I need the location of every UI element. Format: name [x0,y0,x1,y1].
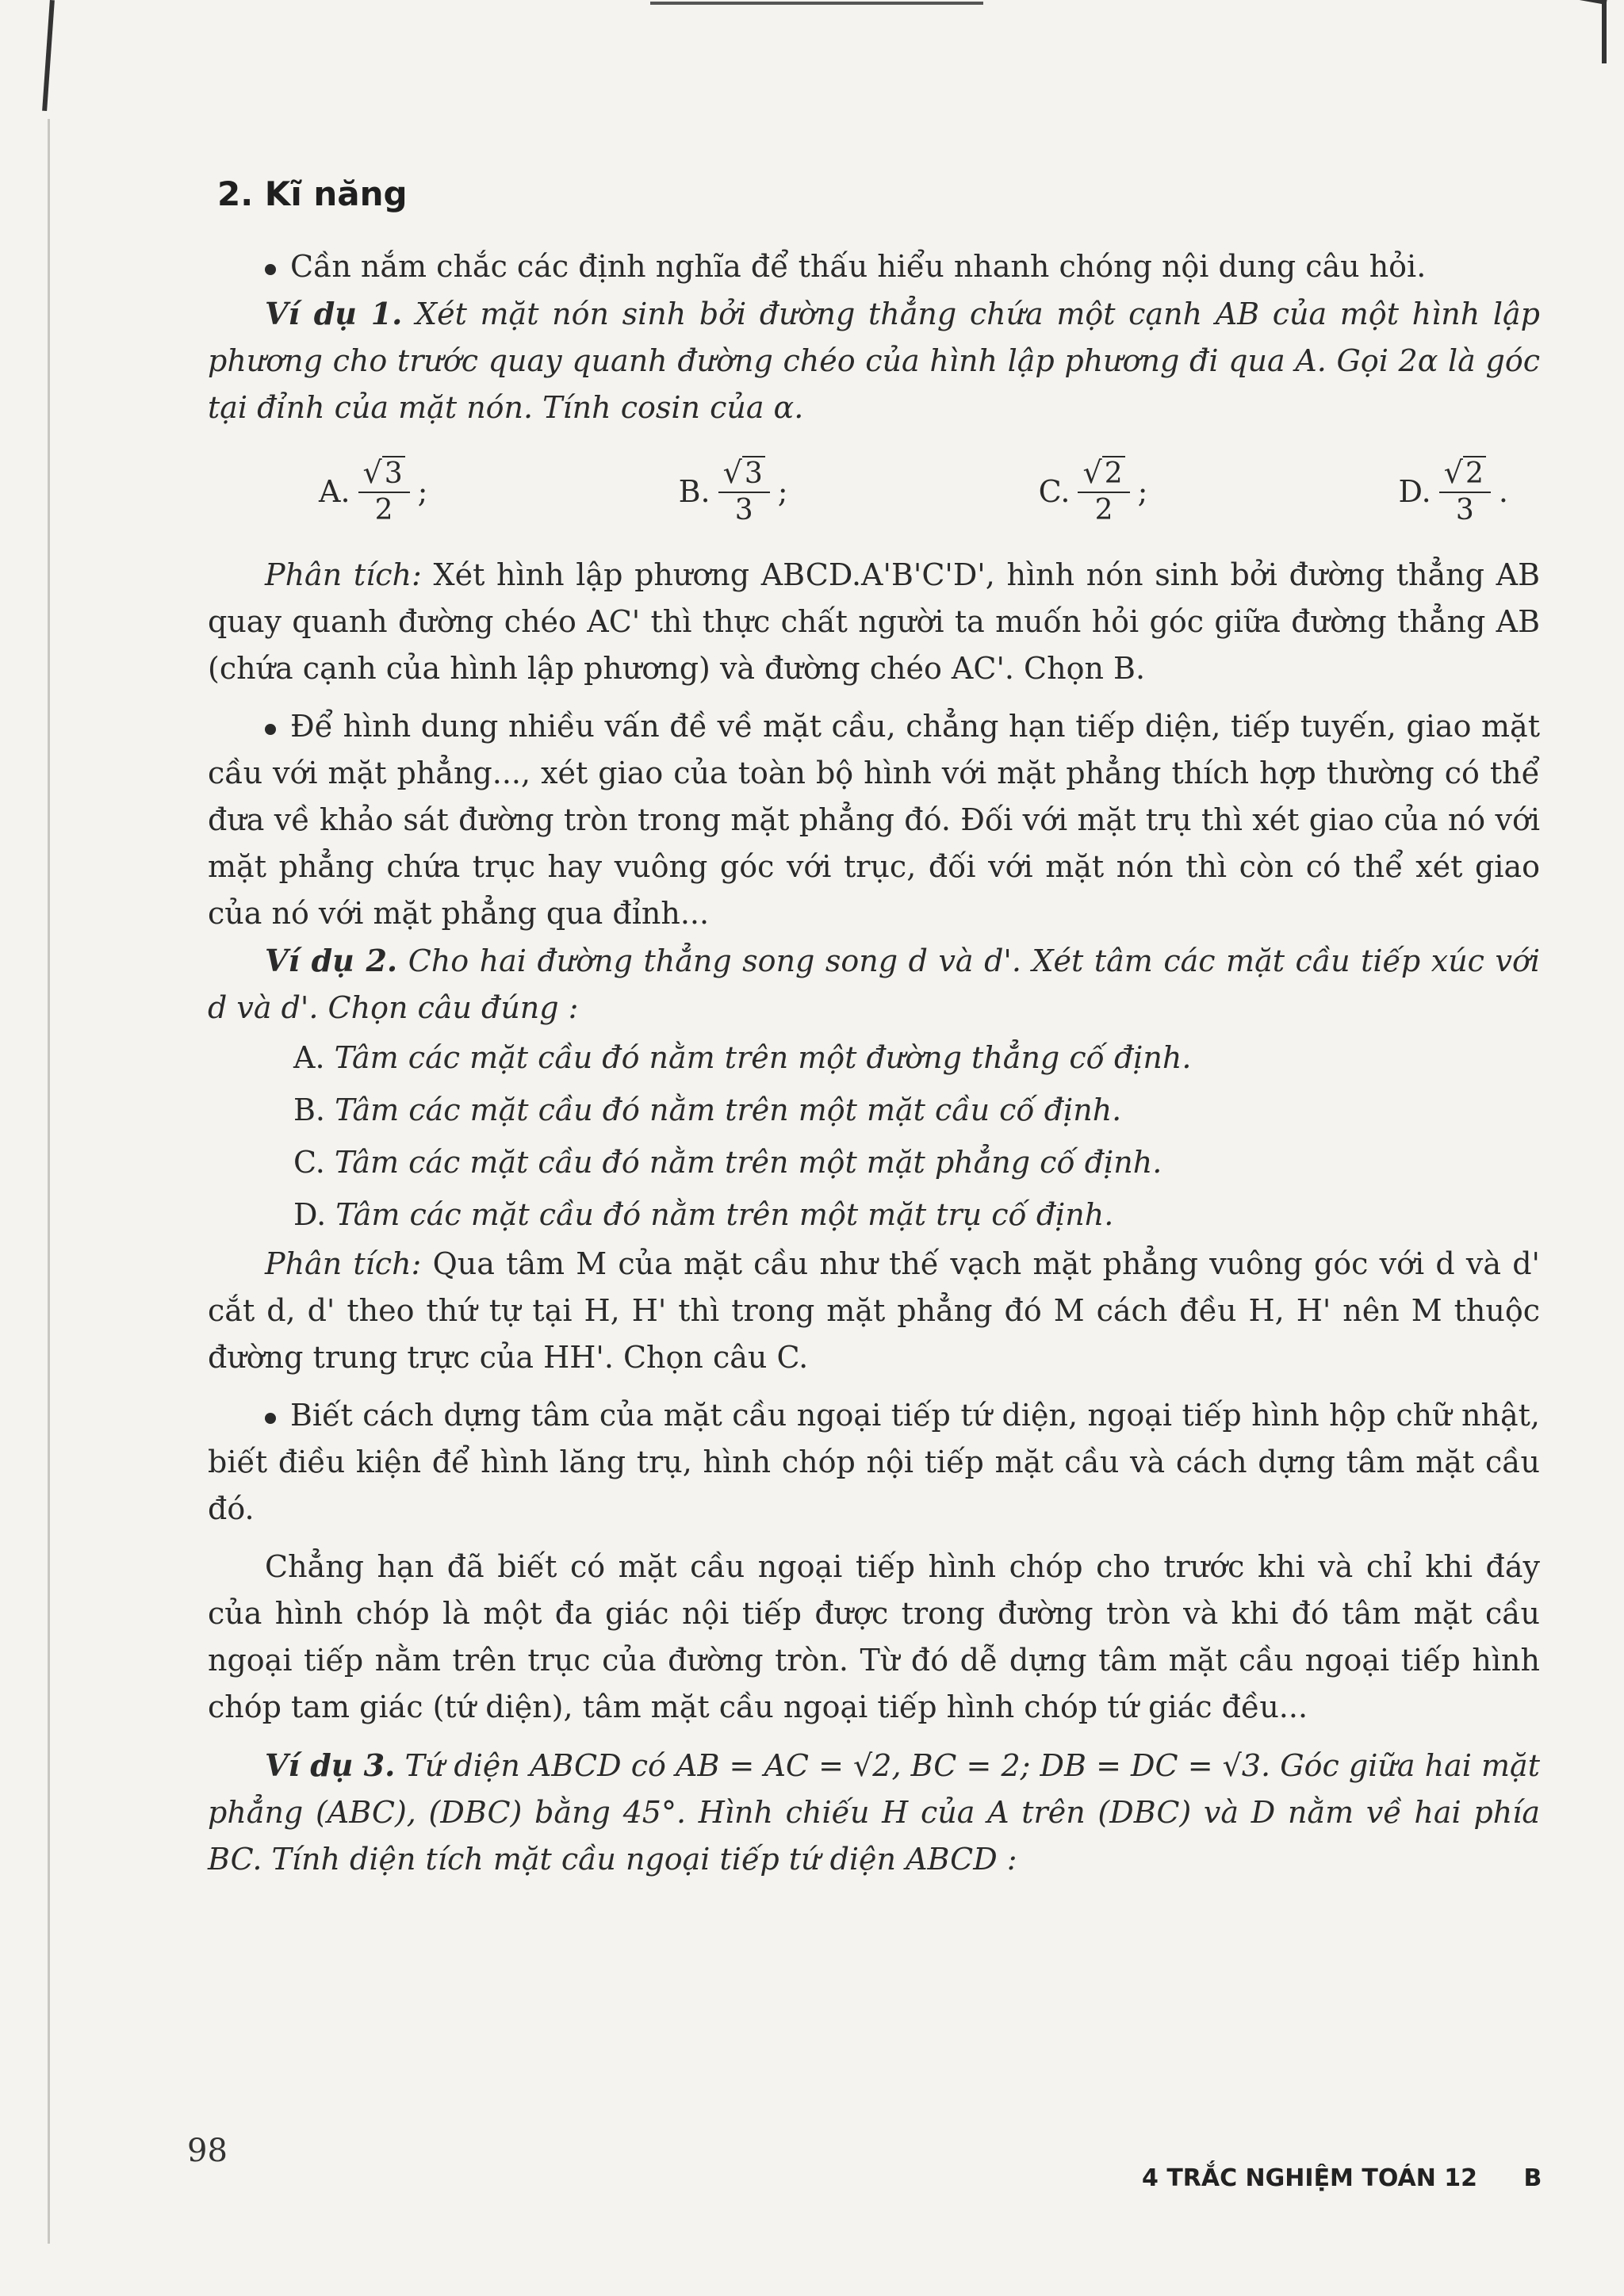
option-b [293,1084,1540,1136]
fraction [718,455,770,528]
scan-edge-mark [650,2,983,5]
page-margin-line [48,119,50,2244]
choice-b [679,455,788,528]
analysis-text: Xét hình lập phương ABCD.A'B'C'D', hình nón sinh bởi đường thẳng AB quay quanh đường chéo AC' thì thực chất người ta muốn hỏi góc giữa đường thẳng AB (chứa cạnh của hình lập phương) và đường chéo AC'. Chọn B. [208,557,1540,686]
separator: ; [1137,474,1148,509]
radicand: 2 [1463,456,1486,490]
fraction [358,455,410,528]
bullet-icon [265,1413,276,1424]
example-label: Ví dụ 2. [265,943,398,978]
bullet-icon [265,264,276,275]
separator: ; [417,474,428,509]
analysis-label: Phân tích: [265,557,422,592]
choice-letter: B. [678,474,710,509]
bullet-paragraph [208,703,1540,937]
denominator: 3 [734,494,753,526]
paragraph: Chẳng hạn đã biết có mặt cầu ngoại tiếp hình chóp cho trước khi và chỉ khi đáy của hình chóp là một đa giác nội tiếp được trong đường tròn và khi đó tâm mặt cầu ngoại tiếp nằm trên trục của đường tròn. Từ đó dễ dựng tâm mặt cầu ngoại tiếp hình chóp tam giác (tứ diện), tâm mặt cầu ngoại tiếp hình chóp tứ giác đều... [208,1549,1540,1724]
numerator: √3 [718,455,770,493]
example-label: Ví dụ 3. [265,1747,396,1783]
separator: ; [777,474,788,509]
option-text: Tâm các mặt cầu đó nằm trên một mặt cầu cố định. [335,1093,1122,1127]
example-text: Xét mặt nón sinh bởi đường thẳng chứa một cạnh AB của một hình lập phương cho trước quay quanh đường chéo của hình lập phương đi qua A. Gọi 2α là góc tại đỉnh của mặt nón. Tính cosin của α. [208,297,1540,425]
radicand: 3 [742,456,765,490]
example-text: Cho hai đường thẳng song song d và d'. Xét tâm các mặt cầu tiếp xúc với d và d'. Chọn câu đúng : [208,943,1540,1025]
example-1-analysis [208,552,1540,692]
example-1-choices [319,455,1508,528]
example-3 [208,1742,1540,1883]
book-title: 4 TRẮC NGHIỆM TOÁN 12 [1142,2164,1478,2192]
scan-edge-mark [1489,0,1607,5]
choice-letter: D. [1398,474,1431,509]
bullet-icon [265,724,276,735]
page-number: 98 [187,2133,228,2169]
option-text: Tâm các mặt cầu đó nằm trên một mặt phẳng cố định. [334,1145,1162,1180]
option-c [293,1136,1540,1188]
bullet-text: Để hình dung nhiều vấn đề về mặt cầu, chẳng hạn tiếp diện, tiếp tuyến, giao mặt cầu với mặt phẳng..., xét giao của toàn bộ hình với mặt phẳng thích hợp thường có thể đưa về khảo sát đường tròn trong mặt phẳng đó. Đối với mặt trụ thì xét giao của nó với mặt phẳng chứa trục hay vuông góc với trục, đối với mặt nón thì còn có thể xét giao của nó với mặt phẳng qua đỉnh... [208,709,1540,931]
example-label: Ví dụ 1. [265,296,403,331]
choice-letter: A. [319,474,350,509]
choice-d [1399,455,1508,528]
example-text: Tứ diện ABCD có AB = AC = √2, BC = 2; DB = DC = √3. Góc giữa hai mặt phẳng (ABC), (DBC) bằng 45°. Hình chiếu H của A trên (DBC) và D nằm về hai phía BC. Tính diện tích mặt cầu ngoại tiếp tứ diện ABCD : [208,1748,1540,1877]
page-content [208,159,1540,1883]
section-title: 2. Kĩ năng [217,174,408,213]
analysis-label: Phân tích: [265,1246,422,1281]
scan-edge-mark [1602,0,1607,63]
option-text: Tâm các mặt cầu đó nằm trên một đường thẳng cố định. [334,1040,1192,1075]
option-text: Tâm các mặt cầu đó nằm trên một mặt trụ cố định. [335,1197,1114,1232]
option-letter: D. [293,1197,327,1232]
denominator: 2 [1094,494,1113,526]
option-a [293,1031,1540,1084]
separator: . [1498,474,1508,509]
book-footer [1142,2164,1542,2192]
fraction [1078,455,1129,528]
denominator: 3 [1455,494,1474,526]
radicand: 3 [382,456,405,490]
bullet-text: Cần nắm chắc các định nghĩa để thấu hiểu nhanh chóng nội dung câu hỏi. [290,249,1427,284]
choice-a [319,455,427,528]
analysis-text: Qua tâm M của mặt cầu như thế vạch mặt phẳng vuông góc với d và d' cắt d, d' theo thứ tự tại H, H' thì trong mặt phẳng đó M cách đều H, H' nên M thuộc đường trung trực của HH'. Chọn câu C. [208,1246,1540,1375]
example-2 [208,937,1540,1031]
example-1 [208,290,1540,431]
scan-edge-mark [42,0,55,111]
option-letter: B. [293,1093,326,1127]
option-letter: C. [293,1145,325,1180]
choice-c [1039,455,1148,528]
bullet-paragraph [208,243,1540,290]
bullet-paragraph [208,1392,1540,1533]
numerator: √2 [1439,455,1491,493]
option-d [293,1188,1540,1241]
numerator: √2 [1078,455,1129,493]
denominator: 2 [374,494,393,526]
fraction [1439,455,1491,528]
book-letter: B [1523,2164,1542,2192]
radicand: 2 [1102,456,1125,490]
choice-letter: C. [1038,474,1071,509]
bullet-text: Biết cách dựng tâm của mặt cầu ngoại tiếp tứ diện, ngoại tiếp hình hộp chữ nhật, biết điều kiện để hình lăng trụ, hình chóp nội tiếp mặt cầu và cách dựng tâm mặt cầu đó. [208,1398,1540,1526]
numerator: √3 [358,455,410,493]
example-2-analysis [208,1241,1540,1381]
option-letter: A. [293,1040,325,1075]
